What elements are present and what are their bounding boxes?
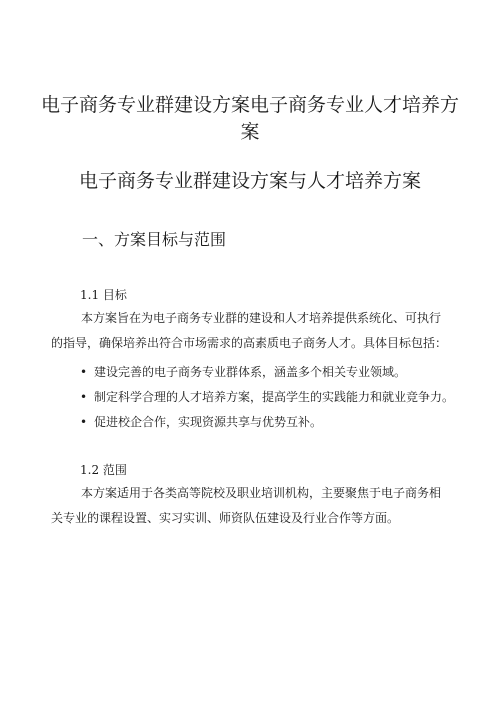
bullet-icon: • xyxy=(80,390,88,404)
scope-paragraph: 本方案适用于各类高等院校及职业培训机构，主要聚焦于电子商务相关专业的课程设置、实习实训、师资队伍建设及行业合作等方面。 xyxy=(51,486,442,525)
list-item xyxy=(80,360,460,385)
section-heading-scope: 一、方案目标与范围 xyxy=(82,230,227,249)
bullet-icon: • xyxy=(80,365,88,379)
goals-paragraph: 本方案旨在为电子商务专业群的建设和人才培养提供系统化、可执行的指导，确保培养出符合市场需求的高素质电子商务人才。具体目标包括： xyxy=(51,311,448,350)
bullet-text: 制定科学合理的人才培养方案，提高学生的实践能力和就业竞争力。 xyxy=(94,390,455,404)
document-subtitle: 电子商务专业群建设方案与人才培养方案 xyxy=(78,170,421,192)
list-item xyxy=(80,410,460,435)
bullet-icon: • xyxy=(80,415,88,429)
subsection-heading-scope: 1.2 范围 xyxy=(80,463,127,477)
goals-bullet-list xyxy=(80,360,460,435)
document-main-title: 电子商务专业群建设方案电子商务专业人才培养方案 xyxy=(40,94,459,143)
bullet-text: 建设完善的电子商务专业群体系，涵盖多个相关专业领域。 xyxy=(94,365,407,379)
list-item xyxy=(80,385,460,410)
bullet-text: 促进校企合作，实现资源共享与优势互补。 xyxy=(94,415,323,429)
subsection-heading-goals: 1.1 目标 xyxy=(80,288,127,302)
